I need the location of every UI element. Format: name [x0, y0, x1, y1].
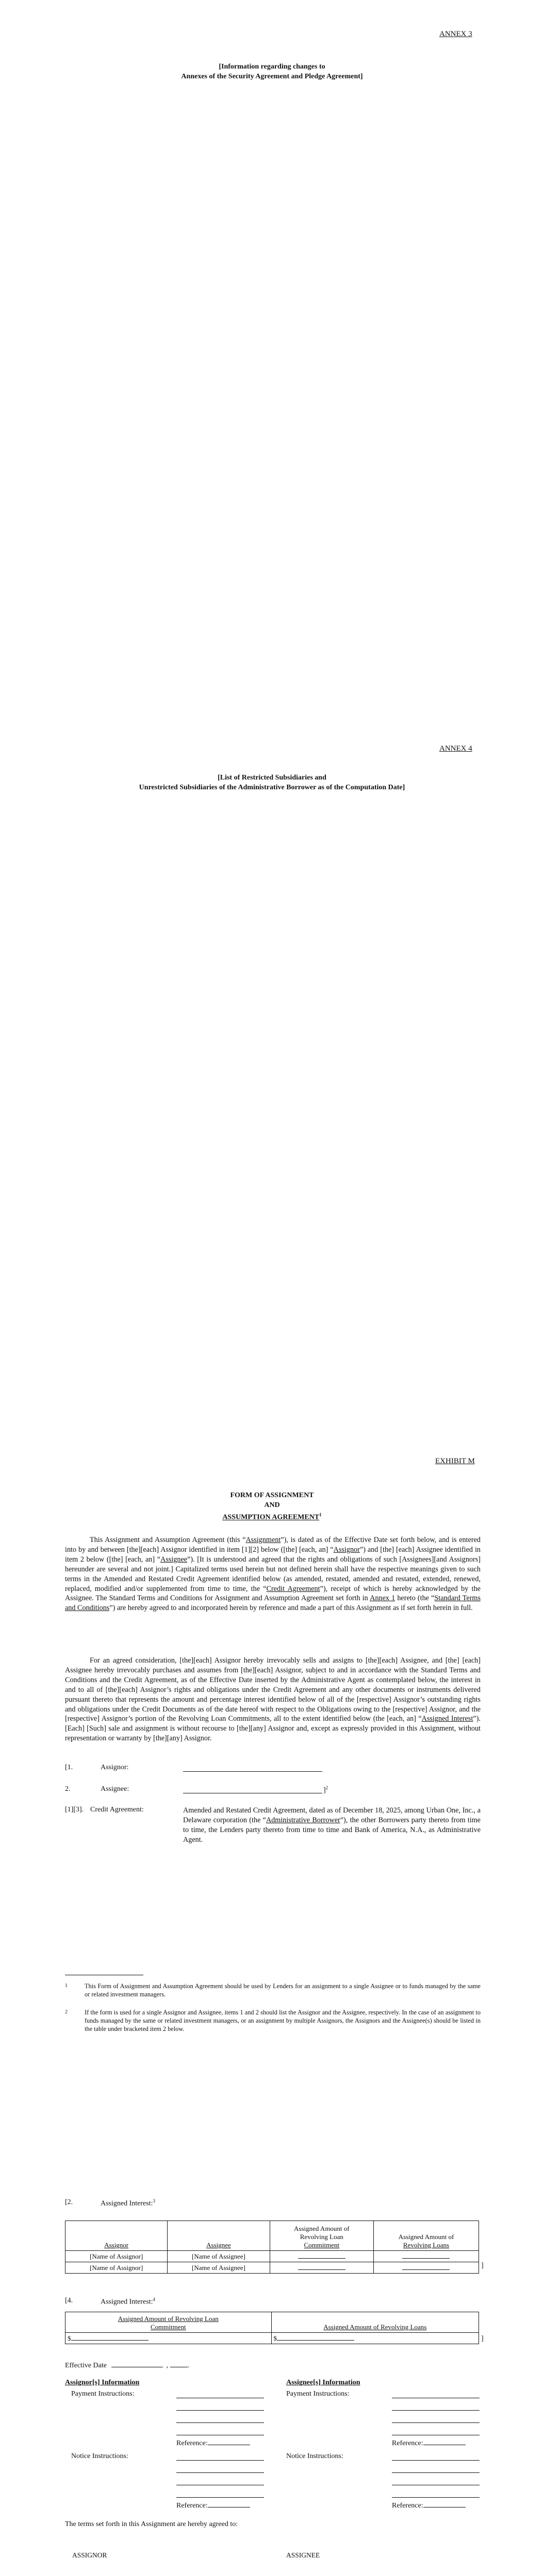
- item-2-footnote-ref: 2: [325, 1785, 328, 1790]
- header-assignee-text: Assignee: [206, 2241, 231, 2249]
- annex-4-title: [0, 773, 544, 792]
- para1-text: ”) and [the] [each] Assignee identified in item 2 below ([the] [each, an] “: [65, 1545, 481, 1564]
- exhibit-title-line2: AND: [264, 1501, 280, 1509]
- annex-4-title-line2: Unrestricted Subsidiaries of the Administrative Borrower as of the Computation Date]: [139, 784, 405, 791]
- row-2-loans[interactable]: [373, 2262, 479, 2274]
- table-row: [65, 2262, 479, 2274]
- defined-term-standard-terms: Standard Terms and Conditions: [65, 1594, 481, 1613]
- reference-label: Reference:: [392, 2439, 423, 2447]
- assigned-interest-b-suffix: ]: [481, 2335, 484, 2343]
- item-2-number: 2.: [65, 1785, 71, 1793]
- table-header-row: [65, 2221, 479, 2251]
- credit-agreement-text: ”), the other Borrowers party thereto from time to time, the Lenders party thereto from time to time and Bank of America, N.A., as Administrative Agent.: [183, 1816, 481, 1844]
- assignor-payment-line[interactable]: [176, 2410, 264, 2411]
- annex-3-title-line1: [Information regarding changes to: [219, 63, 325, 71]
- consideration-paragraph: [65, 1656, 481, 1743]
- assignor-notice-label: Notice Instructions:: [71, 2452, 128, 2460]
- footnote-2: [65, 2008, 481, 2033]
- annex-1-reference: Annex 1: [370, 1594, 395, 1603]
- header-assignor-text: Assignor: [104, 2241, 129, 2249]
- header-commitment-line1: Assigned Amount of: [294, 2225, 350, 2232]
- defined-term-credit-agreement: Credit Agreement: [266, 1584, 320, 1593]
- table-row: [65, 2333, 479, 2344]
- assignor-info-heading-text: Assignor[s] Information: [65, 2379, 140, 2386]
- assignee-payment-label: Payment Instructions:: [286, 2390, 350, 2398]
- loans-amount-cell[interactable]: [271, 2333, 479, 2344]
- agreed-statement: The terms set forth in this Assignment are hereby agreed to:: [65, 2520, 238, 2528]
- effective-date-label: Effective Date: [65, 2362, 107, 2369]
- exhibit-title-line3: ASSUMPTION AGREEMENT: [222, 1513, 320, 1521]
- header-commitment: [65, 2312, 272, 2333]
- row-1-commitment[interactable]: [270, 2251, 373, 2262]
- row-2-commitment[interactable]: [270, 2262, 373, 2274]
- assignee-info-heading-text: Assignee[s] Information: [286, 2379, 360, 2386]
- item-3-label: Credit Agreement:: [90, 1806, 144, 1814]
- header-commitment-line1: Assigned Amount of Revolving Loan: [118, 2315, 219, 2323]
- para1-text: ”), is dated as of the Effective Date set forth below, and is entered into by and between [the][each] Assignor identified in item [1][2] below ([the] [each, an] “: [65, 1536, 481, 1554]
- header-loans-text: Assigned Amount of Revolving Loans: [323, 2323, 427, 2331]
- assignor-payment-line[interactable]: [176, 2422, 264, 2423]
- item-3-number: [1][3].: [65, 1806, 84, 1814]
- defined-term-assigned-interest: Assigned Interest: [421, 1715, 473, 1723]
- assignor-info-heading: [65, 2379, 139, 2387]
- assignor-notice-line[interactable]: [176, 2472, 264, 2473]
- assignee-payment-reference: [392, 2439, 466, 2448]
- assigned-interest-a-number: [2.: [65, 2198, 73, 2206]
- assignor-notice-line[interactable]: [176, 2460, 264, 2461]
- reference-label: Reference:: [392, 2502, 423, 2510]
- header-assignor: [65, 2221, 168, 2251]
- exhibit-title-line1: FORM OF ASSIGNMENT: [230, 1492, 314, 1499]
- assigned-interest-single-table: [65, 2312, 479, 2344]
- footnote-2-text: If the form is used for a single Assignor and Assignee, items 1 and 2 should list the Assignor and the Assignee, respectively. In the case of an assignment to funds managed by the same or related investment managers, or an assignment by multiple Assignors, the Assignors and the Assignee(s) should be listed in the table under bracketed item 2 below.: [85, 2009, 481, 2032]
- para2-text: ”). [Each] [Such] sale and assignment is without recourse to [the][any] Assignor and, except as expressly provided in this Assignment, without representation or warranty by [the][any] Assignor.: [65, 1715, 481, 1743]
- header-loans-line2: Revolving Loans: [403, 2241, 450, 2249]
- annex-3-label: ANNEX 3: [439, 30, 472, 38]
- assigned-interest-b-number: [4.: [65, 2297, 73, 2304]
- assignor-name-line[interactable]: [183, 1771, 322, 1772]
- defined-term-assignment: Assignment: [245, 1536, 281, 1544]
- table-row: [65, 2251, 479, 2262]
- annex-4-label: ANNEX 4: [439, 744, 472, 753]
- row-2-assignee[interactable]: [Name of Assignee]: [168, 2262, 270, 2274]
- assignor-notice-line[interactable]: [176, 2497, 264, 2498]
- assignee-notice-reference: [392, 2502, 466, 2510]
- para1-text: ”) are hereby agreed to and incorporated herein by reference and made a part of this Assignment as if set forth herein in full.: [109, 1604, 473, 1613]
- reference-label: Reference:: [176, 2502, 208, 2510]
- para1-text: ”). [It is understood and agreed that the rights and obligations of such [Assignees][and Assignors] hereunder are several and not joint.] Capitalized terms used herein but not defined herein shall have the respective meanings given to such terms in the Amended and Restated Credit Agreement identified below (as amended, restated, amended and restated, extended, renewed, replaced, modified and/or supplemented from time to time, the “: [65, 1555, 481, 1593]
- header-commitment: [270, 2221, 373, 2251]
- footnote-1-number: 1: [65, 1983, 68, 1989]
- assignee-notice-line[interactable]: [392, 2497, 480, 2498]
- effective-date-end: .: [187, 2362, 190, 2369]
- header-loans: [271, 2312, 479, 2333]
- item-1-label: Assignor:: [101, 1764, 129, 1771]
- item-2-bracket: ]: [323, 1786, 326, 1794]
- effective-date-separator: ,: [166, 2362, 168, 2369]
- row-1-assignor[interactable]: [Name of Assignor]: [65, 2251, 168, 2262]
- assignee-notice-line[interactable]: [392, 2460, 480, 2461]
- footnote-1-text: This Form of Assignment and Assumption Agreement should be used by Lenders for an assignment to a single Assignee or to funds managed by the same or related investment managers.: [85, 1982, 481, 1998]
- exhibit-title-footnote-ref: 1: [319, 1512, 322, 1517]
- assigned-interest-b-text: Assigned Interest:: [101, 2298, 153, 2306]
- exhibit-title: [0, 1490, 544, 1522]
- assignee-signature-label: ASSIGNEE: [286, 2551, 320, 2559]
- assignee-notice-line[interactable]: [392, 2472, 480, 2473]
- para1-text: hereto (the “: [395, 1594, 435, 1603]
- reference-label: Reference:: [176, 2439, 208, 2447]
- row-1-assignee[interactable]: [Name of Assignee]: [168, 2251, 270, 2262]
- item-2-label: Assignee:: [101, 1785, 129, 1793]
- header-commitment-line3: Commitment: [304, 2241, 340, 2249]
- defined-term-assignor: Assignor: [333, 1545, 360, 1554]
- header-commitment-line2: Revolving Loan: [300, 2233, 343, 2241]
- header-assignee: [168, 2221, 270, 2251]
- assignor-notice-reference: [176, 2502, 250, 2510]
- credit-agreement-description: [183, 1806, 481, 1845]
- assignee-notice-label: Notice Instructions:: [286, 2452, 343, 2460]
- row-1-loans[interactable]: [373, 2251, 479, 2262]
- item-1-number: [1.: [65, 1764, 73, 1771]
- assignee-payment-line[interactable]: [392, 2410, 480, 2411]
- assigned-interest-a-label: [101, 2198, 155, 2208]
- header-loans: [373, 2221, 479, 2251]
- assignor-signature-label: ASSIGNOR: [72, 2551, 107, 2559]
- assigned-interest-b-footnote-ref: 4: [153, 2297, 155, 2302]
- dollar-sign: $: [273, 2334, 277, 2342]
- assigned-interest-a-text: Assigned Interest:: [101, 2199, 153, 2208]
- exhibit-m-label: EXHIBIT M: [435, 1457, 475, 1465]
- assignor-payment-reference: [176, 2439, 250, 2448]
- row-2-assignor[interactable]: [Name of Assignor]: [65, 2262, 168, 2274]
- assigned-interest-b-label: [101, 2297, 155, 2307]
- para2-text: For an agreed consideration, [the][each] Assignor hereby irrevocably sells and assigns to [the][each] Assignee, and [the] [each] Assignee hereby irrevocably purchases and assumes from [the][each] Assignor, subject to and in accordance with the Standard Terms and Conditions and the Credit Agreement, as of the Effective Date inserted by the Administrative Agent as contemplated below, the interest in and to all of [the][each] Assignor’s rights and obligations under the Credit Agreement and any other documents or instruments delivered pursuant thereto that represents the amount and percentage interest identified below of all of the [respective] Assignor’s outstanding rights and obligations under the Credit Documents as of the date hereof with respect to the Obligations owing to the [respective] Assignor, and the [respective] Assignor’s portion of the Revolving Loan Commitments, all to the extent identified below (the [each, an] “: [65, 1656, 481, 1723]
- intro-paragraph: [65, 1535, 481, 1613]
- header-commitment-line2: Commitment: [150, 2323, 186, 2331]
- footnote-1: [65, 1982, 481, 1998]
- defined-term-administrative-borrower: Administrative Borrower: [266, 1816, 340, 1824]
- header-loans-line1: Assigned Amount of: [398, 2233, 454, 2241]
- dollar-sign: $: [68, 2334, 71, 2342]
- annex-3-title-line2: Annexes of the Security Agreement and Pledge Agreement]: [181, 73, 363, 80]
- table-header-row: [65, 2312, 479, 2333]
- annex-3-title: [0, 62, 544, 81]
- para1-text: This Assignment and Assumption Agreement (this “: [90, 1536, 246, 1544]
- item-2-suffix: [323, 1785, 328, 1795]
- commitment-amount-cell[interactable]: [65, 2333, 272, 2344]
- effective-date: [65, 2362, 189, 2370]
- assignee-info-heading: [286, 2379, 360, 2387]
- annex-4-title-line1: [List of Restricted Subsidiaries and: [218, 774, 326, 782]
- assigned-interest-a-suffix: ]: [481, 2262, 484, 2269]
- assigned-interest-a-footnote-ref: 3: [153, 2198, 155, 2204]
- para1-text: ”), receipt of which is hereby acknowledged by the Assignee. The Standard Terms and Conditions for Assignment and Assumption Agreement set forth in: [65, 1584, 481, 1603]
- assigned-interest-multi-table: [65, 2221, 479, 2274]
- credit-agreement-text: Amended and Restated Credit Agreement, dated as of December 18, 2025, among Urban One, Inc., a Delaware corporation (the “: [183, 1806, 481, 1824]
- assignee-payment-line[interactable]: [392, 2422, 480, 2423]
- footnote-2-number: 2: [65, 2009, 68, 2015]
- defined-term-assignee: Assignee: [160, 1555, 188, 1564]
- assignor-payment-label: Payment Instructions:: [71, 2390, 135, 2398]
